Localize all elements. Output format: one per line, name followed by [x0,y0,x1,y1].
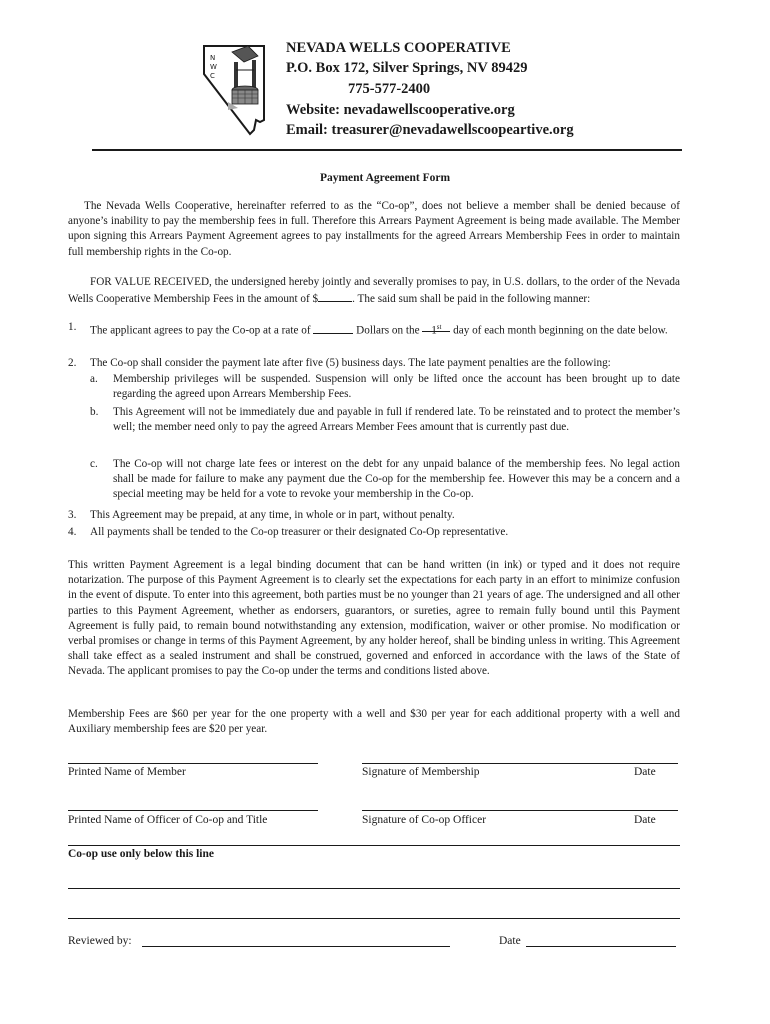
value-received-text: FOR VALUE RECEIVED, the undersigned hereby jointly and severally promises to pay, in U.S. dollars, to the order of the Nevada Wells Cooperative Membership Fees in the amount of $ [68,276,680,306]
item-2b: This Agreement will not be immediately due and payable in full if rendered late. To be reinstated and to protect the member’s well; the member need only to pay the agreed Arrears Member Fees amount that is currently past due. [113,406,680,434]
printed-name-member-line[interactable] [68,763,318,764]
date-label: Date [634,814,656,826]
subitem-letter: b. [90,406,99,418]
fees-paragraph: Membership Fees are $60 per year for the one property with a well and $30 per year for each additional property with a well and Auxiliary membership fees are $20 per year. [68,708,680,736]
day-field[interactable]: 1st [422,320,450,332]
value-received-paragraph [68,275,680,307]
coop-only-heading: Co-op use only below this line [68,848,215,860]
signature-member-label: Signature of Membership [362,766,480,778]
item-number: 4. [68,526,77,538]
logo [198,42,268,138]
org-email[interactable]: Email: treasurer@nevadawellscoopeartive.org [286,122,574,138]
signature-officer-line[interactable] [362,810,678,811]
review-date-line[interactable] [526,946,676,947]
item-number: 3. [68,509,77,521]
item-2: The Co-op shall consider the payment late after five (5) business days. The late payment penalties are the following: [90,357,611,369]
signature-officer-label: Signature of Co-op Officer [362,814,487,826]
date-label: Date [634,766,656,778]
item-1-text: The applicant agrees to pay the Co-op at a rate of [90,324,311,337]
item-4: All payments shall be tended to the Co-op treasurer or their designated Co-Op representative. [90,526,509,538]
review-date-label: Date [499,935,521,947]
org-website[interactable]: Website: nevadawellscooperative.org [286,102,515,118]
item-number: 2. [68,357,77,369]
item-1-text-3: day of each month beginning on the date below. [453,324,668,337]
amount-field[interactable] [318,290,352,302]
item-3: This Agreement may be prepaid, at any time, in whole or in part, without penalty. [90,509,455,521]
printed-name-officer-label: Printed Name of Officer of Co-op and Title [68,814,268,826]
logo-letters: NWC [210,54,217,80]
signature-member-line[interactable] [362,763,678,764]
printed-name-member-label: Printed Name of Member [68,766,186,778]
nevada-well-logo [198,42,268,138]
reviewed-by-label: Reviewed by: [68,935,132,947]
org-phone: 775-577-2400 [348,81,431,97]
org-address: P.O. Box 172, Silver Springs, NV 89429 [286,60,528,76]
item-number: 1. [68,321,77,333]
coop-divider [68,845,680,846]
reviewed-by-line[interactable] [142,946,450,947]
value-received-text-2: . The said sum shall be paid in the following manner: [352,293,591,306]
subitem-letter: a. [90,373,98,385]
intro-paragraph: The Nevada Wells Cooperative, hereinafter referred to as the “Co-op”, does not believe a member shall be denied because of anyone’s inability to pay the membership fees in full. Therefore this Arrears Payment Agreement is being made available. The Member upon signing this Arrears Payment Agreement agrees to pay installments for the agreed Arrears Membership Fees in order to maintain full membership rights in the Co-op. [68,200,680,258]
item-2c: The Co-op will not charge late fees or interest on the debt for any unpaid balance of the membership fees. No legal action shall be made for failure to make any payment due the Co-op for the membership fee. However this may be a concern and a special meeting may be held for a vote to revoke your membership in the Co-op. [113,458,680,501]
rate-field[interactable] [313,322,353,334]
coop-note-line-1[interactable] [68,888,680,889]
coop-note-line-2[interactable] [68,918,680,919]
legal-paragraph: This written Payment Agreement is a legal binding document that can be hand written (in ink) or typed and it does not require notarization. The purpose of this Payment Agreement is to clearly set the expectations for each party in an effort to minimize confusion in the event of dispute. To enter into this agreement, both parties must be no younger than 21 years of age. The undersigned and all other parties to this Payment Agreement, whether as endorsers, guarantors, or sureties, agree to remain fully bound until this Payment Agreement is fully paid, to remain bound notwithstanding any extension, modification, waiver or other promise. No modification or verbal promises or change in terms of this Payment Agreement, by any holder hereof, shall be binding unless in writing. This Agreement shall take effect as a sealed instrument and shall be construed, governed and enforced in accordance with the laws of the State of Nevada. The applicant promises to pay the Co-op under the terms and conditions listed above. [68,559,680,678]
subitem-letter: c. [90,458,98,470]
item-1 [90,320,680,339]
item-2a: Membership privileges will be suspended. Suspension will only be lifted once the account has been brought up to date regarding the agreed upon Arrears Membership Fees. [113,373,680,401]
header-rule [92,149,682,151]
org-name: NEVADA WELLS COOPERATIVE [286,40,511,56]
item-1-text-2: Dollars on the [356,324,420,337]
printed-name-officer-line[interactable] [68,810,318,811]
form-title: Payment Agreement Form [319,172,451,184]
